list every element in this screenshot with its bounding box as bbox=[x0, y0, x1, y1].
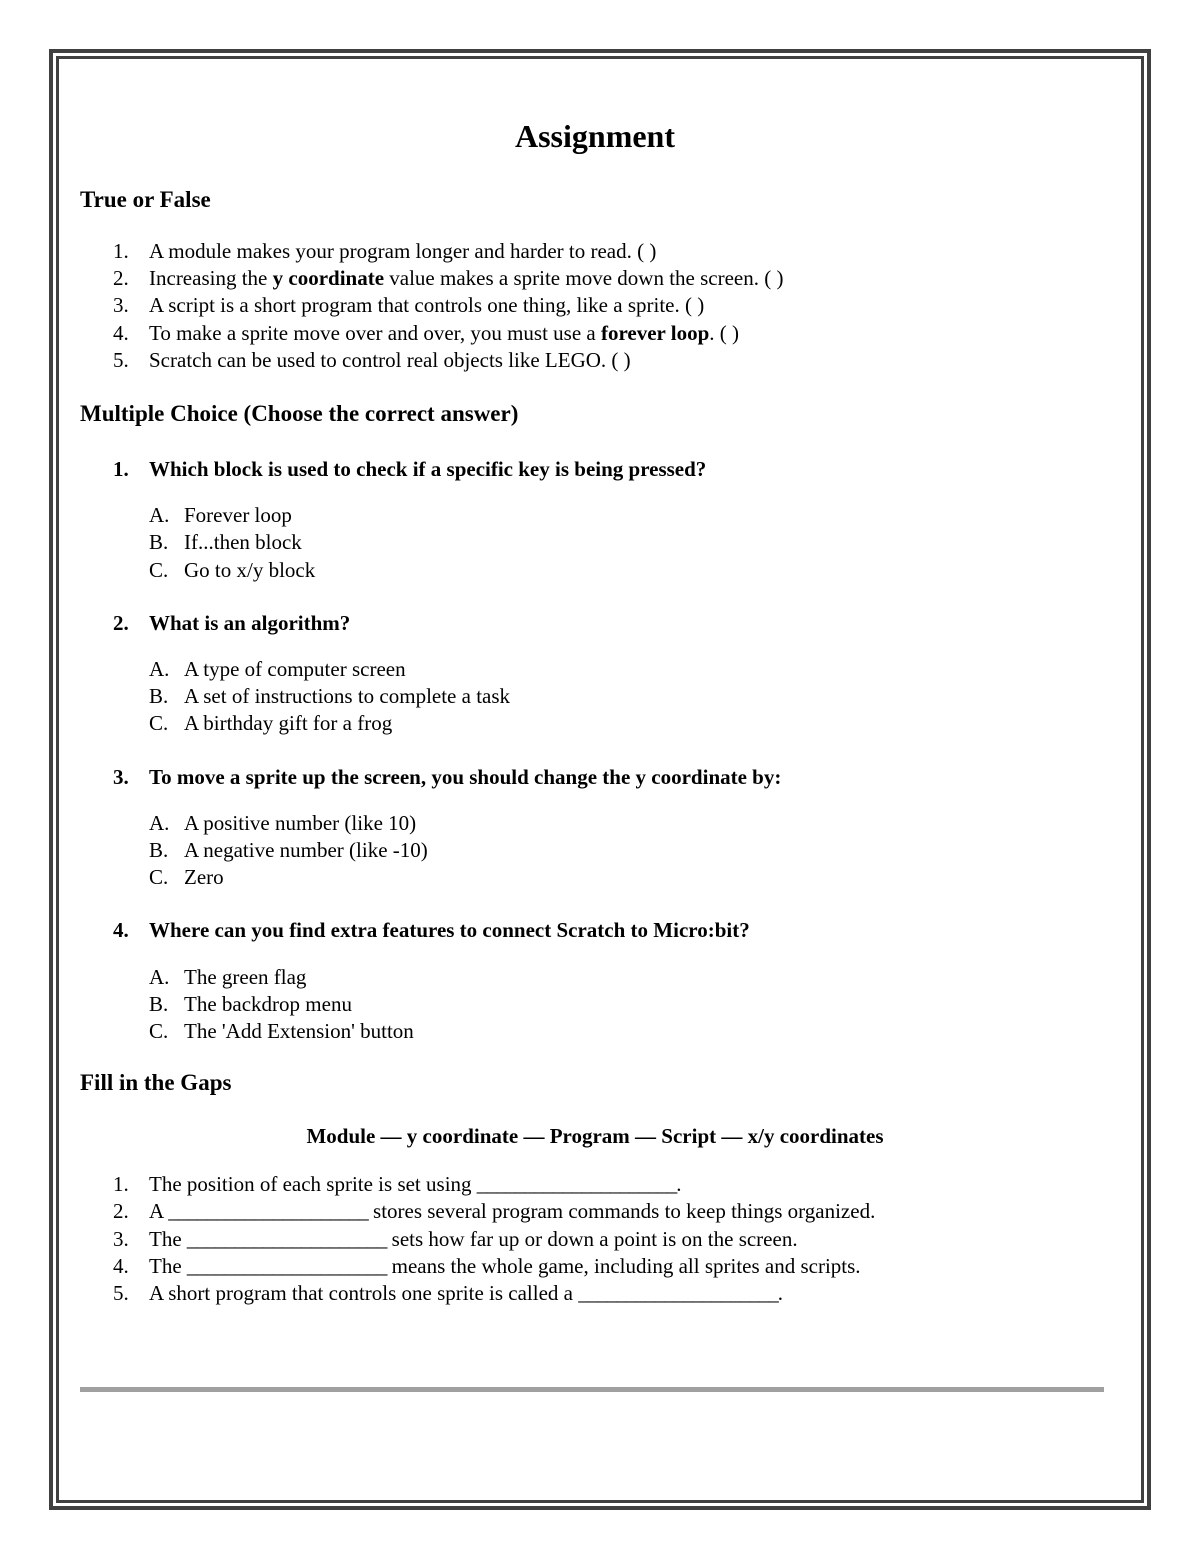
mc-options bbox=[80, 964, 1110, 1046]
assignment-content bbox=[80, 112, 1110, 1307]
answer-blank: _____________________ bbox=[168, 1199, 368, 1224]
answer-blank: _____________________ bbox=[578, 1281, 778, 1306]
true-false-item: 3. A script is a short program that controls one thing, like a sprite. ( ) bbox=[80, 292, 1110, 319]
mc-option: C. Go to x/y block bbox=[149, 557, 316, 582]
true-false-item: 1. A module makes your program longer and harder to read. ( ) bbox=[80, 238, 1110, 265]
mc-option: C. A birthday gift for a frog bbox=[149, 711, 393, 736]
mc-question: 4. Where can you find extra features to connect Scratch to Micro:bit? bbox=[113, 918, 750, 943]
horizontal-rule bbox=[80, 1387, 1104, 1392]
true-false-item: 5. Scratch can be used to control real objects like LEGO. ( ) bbox=[80, 347, 1110, 374]
item-number: 5. bbox=[113, 347, 129, 372]
answer-blank: _____________________ bbox=[476, 1172, 677, 1197]
mc-option: A. A type of computer screen bbox=[149, 657, 406, 682]
mc-question: 3. To move a sprite up the screen, you should change the y coordinate by: bbox=[113, 764, 782, 789]
true-false-item: 2. Increasing the y coordinate value makes a sprite move down the screen. ( ) bbox=[80, 265, 1110, 292]
item-number: 3. bbox=[113, 293, 129, 318]
mc-question-block bbox=[80, 764, 1110, 892]
mc-question: 1. Which block is used to check if a specific key is being pressed? bbox=[113, 457, 707, 482]
mc-options bbox=[80, 810, 1110, 892]
mc-option: C. The 'Add Extension' button bbox=[149, 1019, 414, 1044]
fill-gap-item: 4. The _____________________ means the whole game, including all sprites and scripts. bbox=[113, 1253, 861, 1278]
mc-option: B. A set of instructions to complete a task bbox=[149, 684, 511, 709]
mc-options bbox=[80, 502, 1110, 584]
mc-question: 2. What is an algorithm? bbox=[113, 610, 351, 635]
mc-option: B. If...then block bbox=[149, 530, 302, 555]
mc-question-block bbox=[80, 610, 1110, 738]
mc-option: B. The backdrop menu bbox=[149, 991, 352, 1016]
mc-option: A. A positive number (like 10) bbox=[149, 810, 417, 835]
true-false-item: 4. To make a sprite move over and over, you must use a forever loop. ( ) bbox=[80, 320, 1110, 347]
mc-option: B. A negative number (like -10) bbox=[149, 838, 428, 863]
item-number: 1. bbox=[113, 239, 129, 263]
true-false-list bbox=[80, 238, 1110, 374]
page-title: Assignment bbox=[514, 118, 675, 154]
answer-blank: _____________________ bbox=[186, 1253, 387, 1278]
fill-gap-item: 5. A short program that controls one sprite is called a _____________________. bbox=[113, 1281, 783, 1306]
item-number: 2. bbox=[113, 266, 129, 291]
mc-options bbox=[80, 656, 1110, 738]
mc-option: A. The green flag bbox=[149, 964, 307, 989]
mc-option: C. Zero bbox=[149, 865, 224, 890]
mc-option: A. Forever loop bbox=[149, 503, 292, 528]
fill-gaps-list bbox=[80, 1171, 1110, 1307]
fill-gaps-heading: Fill in the Gaps bbox=[80, 1070, 232, 1096]
fill-gap-item: 2. A _____________________ stores several program commands to keep things organized. bbox=[113, 1199, 876, 1224]
item-number: 4. bbox=[113, 320, 129, 345]
multiple-choice-heading: Multiple Choice (Choose the correct answer) bbox=[80, 401, 519, 427]
answer-blank: _____________________ bbox=[186, 1226, 387, 1251]
mc-question-block bbox=[80, 917, 1110, 1045]
fill-gap-item: 1. The position of each sprite is set using _____________________. bbox=[113, 1172, 682, 1197]
fill-gap-item: 3. The _____________________ sets how far up or down a point is on the screen. bbox=[113, 1226, 798, 1251]
true-false-heading: True or False bbox=[80, 187, 211, 212]
mc-question-block bbox=[80, 456, 1110, 584]
word-bank: Module — y coordinate — Program — Script — x/y coordinates bbox=[306, 1124, 884, 1149]
